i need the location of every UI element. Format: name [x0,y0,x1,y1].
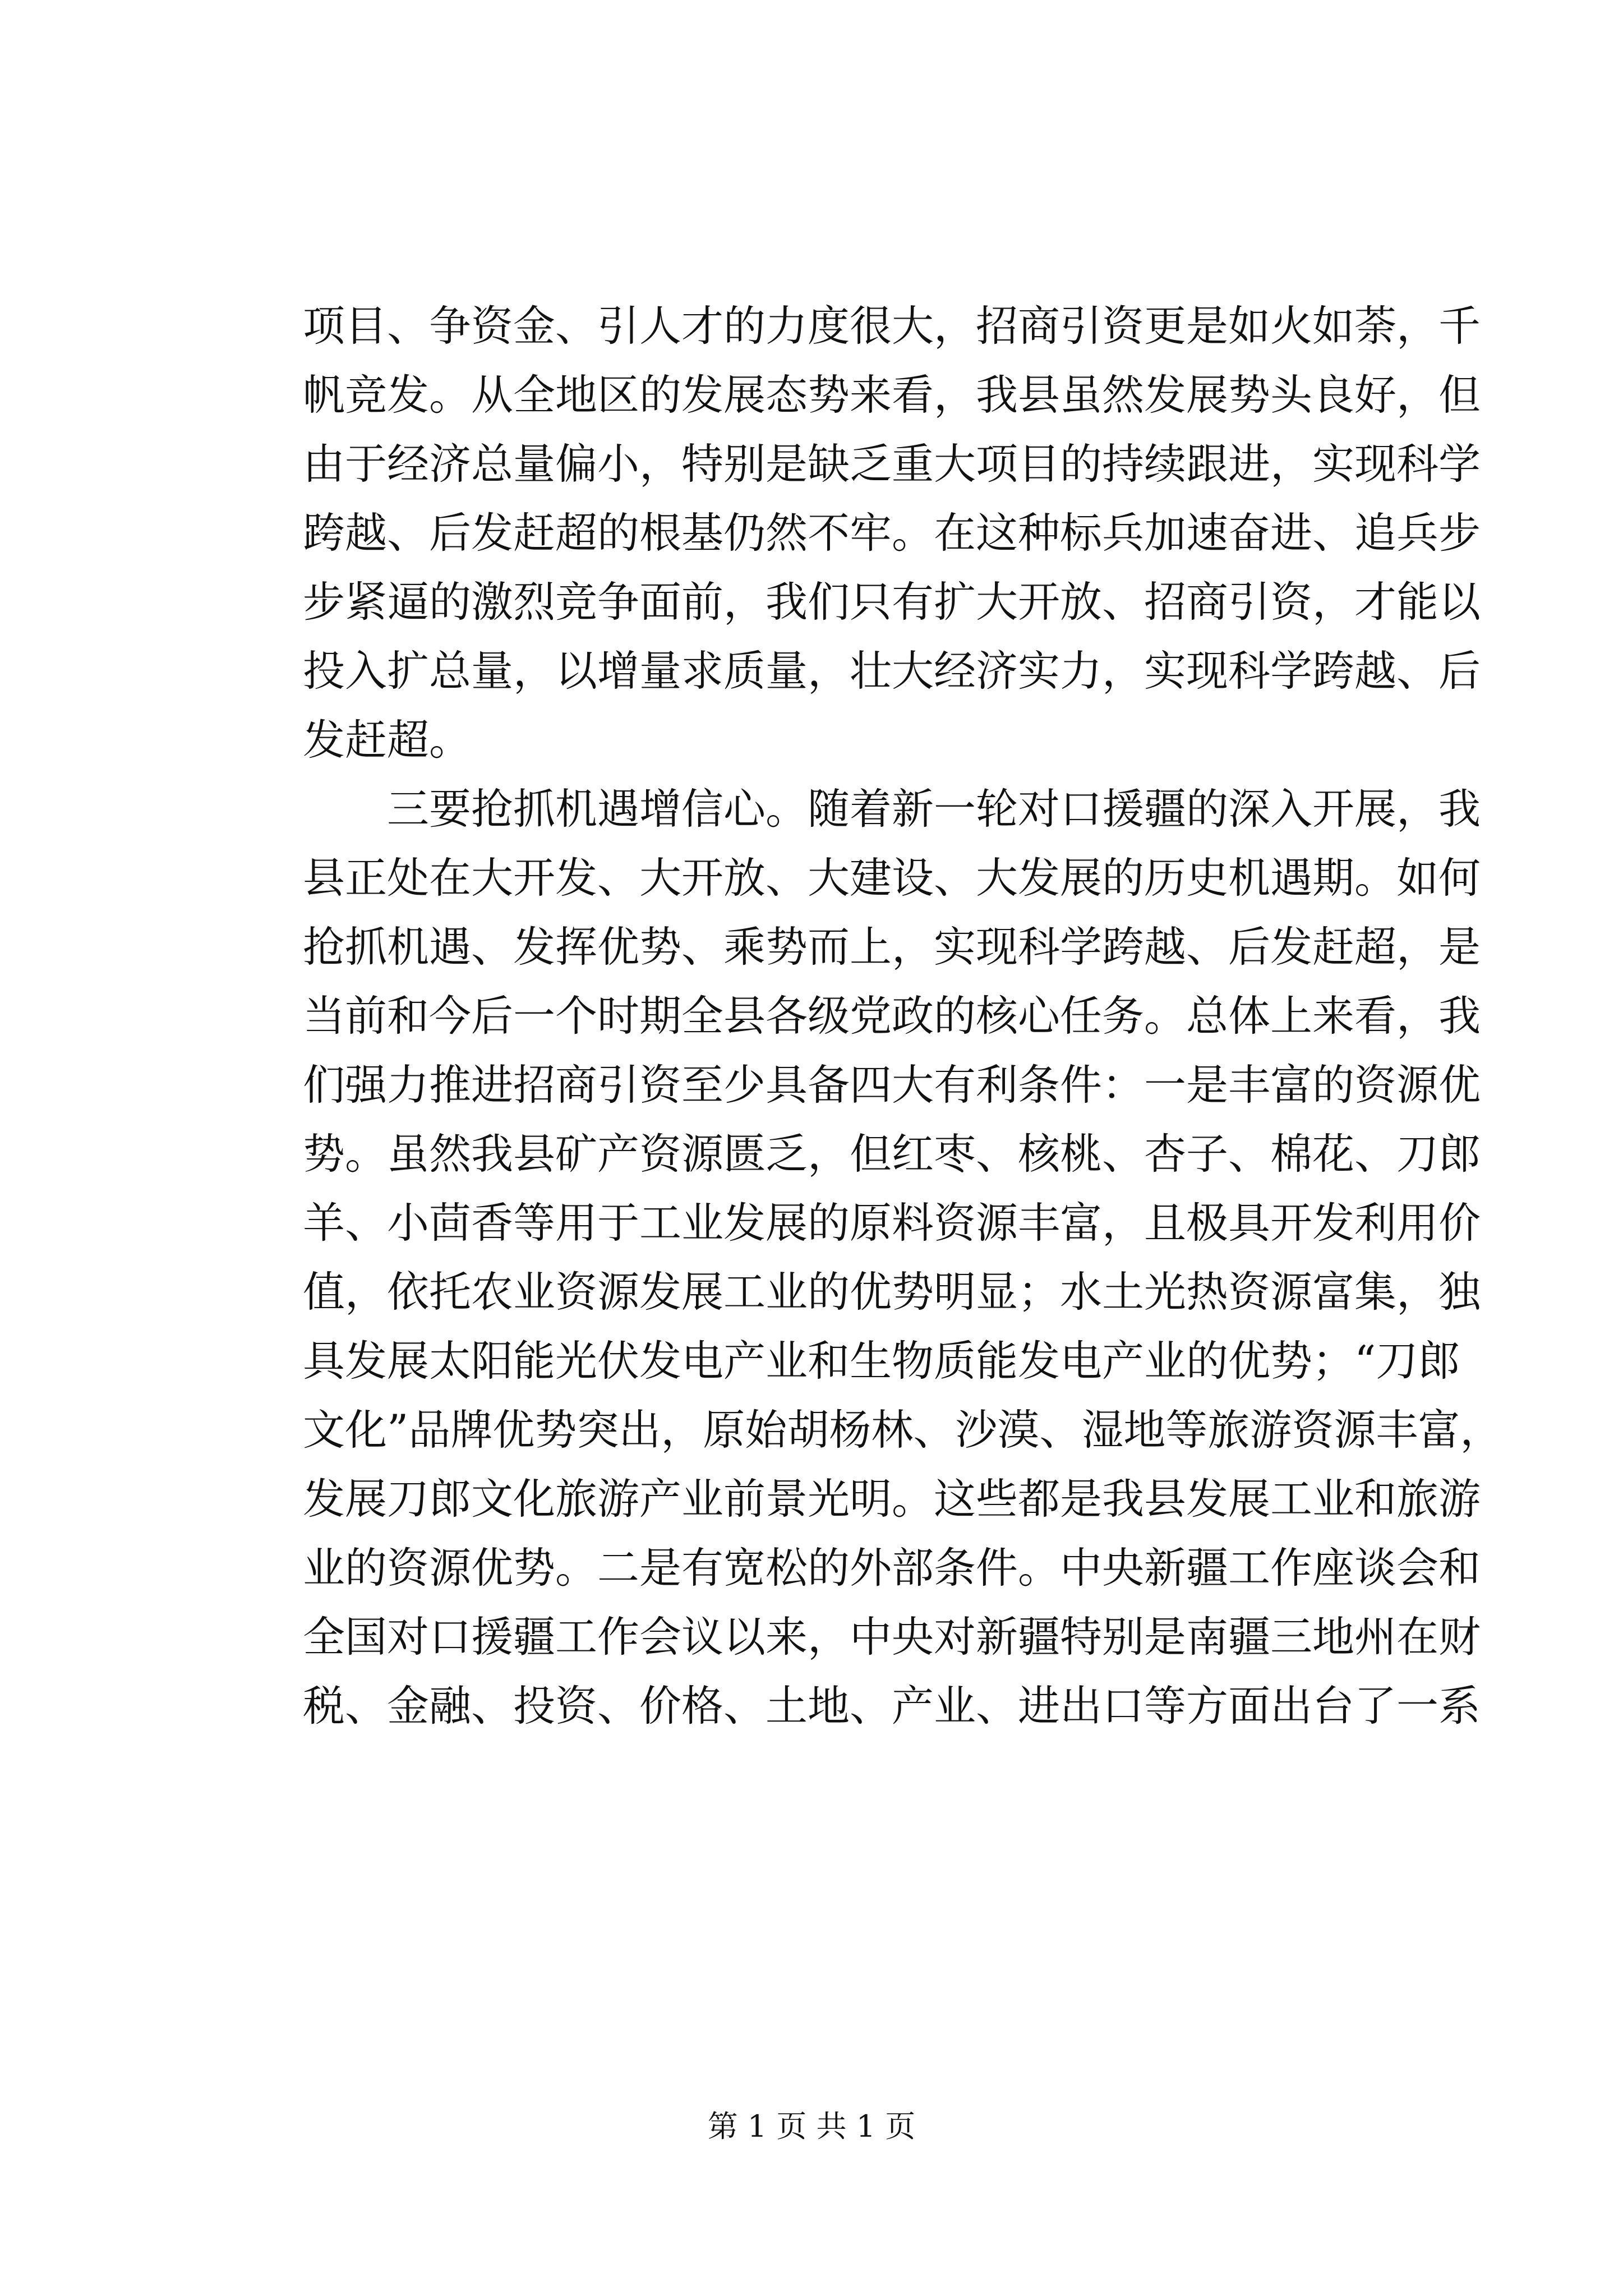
text-line: 势。虽然我县矿产资源匮乏，但红枣、核桃、杏子、棉花、刀郎 [303,1129,1481,1179]
text-line: 三要抢抓机遇增信心。随着新一轮对口援疆的深入开展，我 [387,784,1481,834]
text-line: 全国对口援疆工作会议以来，中央对新疆特别是南疆三地州在财 [303,1612,1481,1662]
text-line: 们强力推进招商引资至少具备四大有利条件：一是丰富的资源优 [303,1060,1481,1110]
text-line: 步紧逼的激烈竞争面前，我们只有扩大开放、招商引资，才能以 [303,577,1481,627]
text-line: 文化”品牌优势突出，原始胡杨林、沙漠、湿地等旅游资源丰富， [303,1405,1502,1455]
text-line: 帆竞发。从全地区的发展态势来看，我县虽然发展势头良好，但 [303,370,1481,420]
body-text [303,292,1502,1741]
text-line: 县正处在大开发、大开放、大建设、大发展的历史机遇期。如何 [303,853,1481,903]
text-line: 由于经济总量偏小，特别是缺乏重大项目的持续跟进，实现科学 [303,439,1481,489]
text-line: 羊、小茴香等用于工业发展的原料资源丰富，且极具开发利用价 [303,1198,1481,1248]
text-line: 项目、争资金、引人才的力度很大，招商引资更是如火如荼，千 [303,301,1481,351]
text-line: 发展刀郎文化旅游产业前景光明。这些都是我县发展工业和旅游 [303,1474,1481,1524]
text-line: 发赶超。 [303,715,472,765]
text-line: 当前和今后一个时期全县各级党政的核心任务。总体上来看，我 [303,991,1481,1041]
page-footer: 第 1 页 共 1 页 [707,2109,916,2144]
text-line: 抢抓机遇、发挥优势、乘势而上，实现科学跨越、后发赶超，是 [303,922,1481,972]
text-line: 跨越、后发赶超的根基仍然不牢。在这种标兵加速奋进、追兵步 [303,508,1481,558]
text-line: 值，依托农业资源发展工业的优势明显；水土光热资源富集，独 [303,1267,1481,1317]
text-line: 税、金融、投资、价格、土地、产业、进出口等方面出台了一系 [303,1681,1481,1731]
text-line: 业的资源优势。二是有宽松的外部条件。中央新疆工作座谈会和 [303,1543,1481,1593]
text-line: 具发展太阳能光伏发电产业和生物质能发电产业的优势；“刀郎 [303,1336,1460,1386]
text-line: 投入扩总量，以增量求质量，壮大经济实力，实现科学跨越、后 [303,646,1481,696]
